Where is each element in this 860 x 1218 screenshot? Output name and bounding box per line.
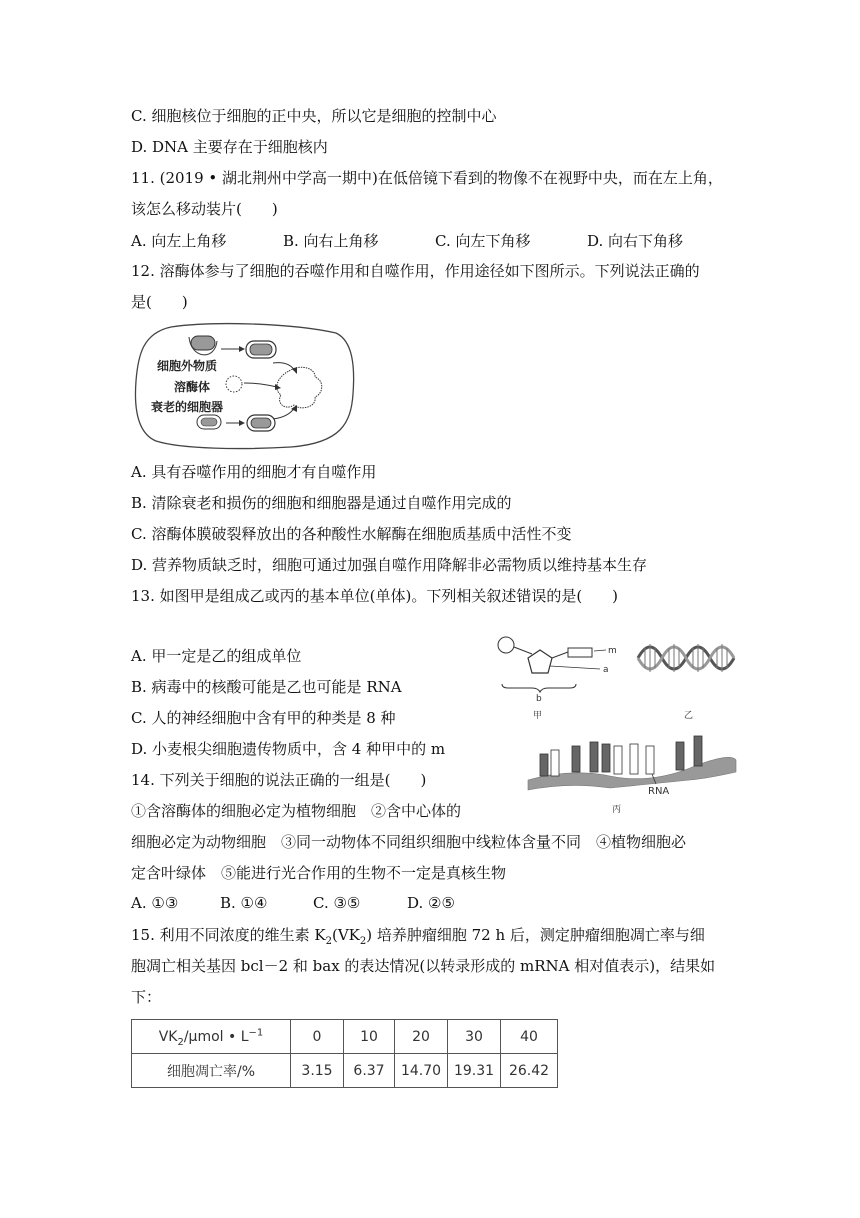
arrow-3 [244, 383, 277, 387]
q13-option-d: D. 小麦根尖细胞遗传物质中，含 4 种甲中的 m [131, 740, 446, 758]
lysosome-circle [226, 376, 242, 392]
rna-bases [540, 736, 702, 776]
q11-option-d: D. 向右下角移 [587, 232, 684, 250]
q12-option-a: A. 具有吞噬作用的细胞才有自噬作用 [131, 463, 377, 481]
table-cell: 40 [501, 1020, 558, 1054]
q11-option-b: B. 向右上角移 [283, 232, 379, 250]
table-cell: 6.37 [344, 1054, 395, 1088]
phosphate-circle [498, 637, 514, 653]
q14-stem-line2: ①含溶酶体的细胞必定为植物细胞 ②含中心体的 [131, 802, 462, 820]
dna-strand-2 [638, 647, 734, 669]
q10-option-c: C. 细胞核位于细胞的正中央，所以它是细胞的控制中心 [131, 107, 497, 125]
base-rect [568, 648, 592, 657]
label-yi: 乙 [684, 711, 694, 721]
q13-option-a: A. 甲一定是乙的组成单位 [131, 647, 302, 665]
label-aged-organelle: 衰老的细胞器 [151, 400, 224, 414]
q14-stem-line1: 14. 下列关于细胞的说法正确的一组是( ) [131, 771, 427, 789]
table-cell: 26.42 [501, 1054, 558, 1088]
q14-option-c: C. ③⑤ [313, 894, 361, 912]
autophagosome-inner [251, 418, 271, 428]
phosphate-bond [514, 647, 532, 654]
q12-stem-line2: 是( ) [131, 293, 188, 311]
phagosome-inner [250, 344, 272, 355]
table-cell: 14.70 [395, 1054, 448, 1088]
lysosome-figure [131, 319, 357, 451]
table-row [132, 1020, 558, 1054]
q15-stem-line3: 下： [131, 988, 162, 1006]
q14-option-a: A. ①③ [131, 894, 179, 912]
base-bond [552, 652, 568, 658]
q12-option-c: C. 溶酶体膜破裂释放出的各种酸性水解酶在细胞质基质中活性不变 [131, 525, 572, 543]
table-cell: 3.15 [291, 1054, 344, 1088]
q15-stem-line2: 胞凋亡相关基因 bcl－2 和 bax 的表达情况(以转录形成的 mRNA 相对值表示)，结果如 [131, 957, 716, 975]
table-cell: 0 [291, 1020, 344, 1054]
b-brace [502, 684, 576, 692]
q15-stem-line1: 15. 利用不同浓度的维生素 $K_2(VK_2)$ 培养肿瘤细胞 72 h 后，测定肿瘤细胞凋亡率与细 [131, 926, 705, 947]
table-header-vk2: $VK_2$/μmol • $L^{-1}$ [132, 1020, 291, 1054]
q12-option-b: B. 清除衰老和损伤的细胞和细胞器是通过自噬作用完成的 [131, 494, 512, 512]
label-rna: RNA [648, 786, 670, 797]
q13-option-b: B. 病毒中的核酸可能是乙也可能是 RNA [131, 678, 402, 696]
table-cell: 30 [448, 1020, 501, 1054]
label-m: m [608, 646, 617, 656]
external-material-shape [191, 336, 215, 350]
table-cell: 10 [344, 1020, 395, 1054]
old-organelle-inner [201, 418, 217, 426]
vk2-apoptosis-table [131, 1019, 558, 1088]
q12-option-d: D. 营养物质缺乏时，细胞可通过加强自噬作用降解非必需物质以维持基本生存 [131, 556, 648, 574]
table-cell: 20 [395, 1020, 448, 1054]
q13-option-c: C. 人的神经细胞中含有甲的种类是 8 种 [131, 709, 396, 727]
a-leader [550, 666, 600, 669]
arrow-1-head [239, 346, 245, 352]
q14-option-d: D. ②⑤ [407, 894, 455, 912]
q10-option-d: D. DNA 主要存在于细胞核内 [131, 138, 328, 156]
table-cell: 19.31 [448, 1054, 501, 1088]
q14-stem-line3: 细胞必定为动物细胞 ③同一动物体不同组织细胞中线粒体含量不同 ④植物细胞必 [131, 833, 687, 851]
m-leader [594, 650, 606, 651]
label-external-material: 细胞外物质 [157, 359, 218, 373]
q14-option-b: B. ①④ [220, 894, 268, 912]
label-jia: 甲 [533, 711, 543, 721]
q11-option-a: A. 向左上角移 [131, 232, 227, 250]
q12-stem-line1: 12. 溶酶体参与了细胞的吞噬作用和自噬作用，作用途径如下图所示。下列说法正确的 [131, 262, 700, 280]
nucleotide-dna-rna-figure [490, 632, 740, 816]
q14-stem-line4: 定含叶绿体 ⑤能进行光合作用的生物不一定是真核生物 [131, 864, 507, 882]
label-b: b [536, 694, 542, 704]
arrow-5-head [239, 420, 245, 426]
q11-option-c: C. 向左下角移 [435, 232, 531, 250]
label-a: a [603, 665, 609, 675]
q11-stem-line1: 11. (2019 • 湖北荆州中学高一期中)在低倍镜下看到的物像不在视野中央，而在左上角， [131, 169, 723, 187]
q11-stem-line2: 该怎么移动装片( ) [131, 200, 278, 218]
label-bing: 丙 [612, 805, 622, 815]
q13-stem: 13. 如图甲是组成乙或丙的基本单位(单体)。下列相关叙述错误的是( ) [131, 587, 619, 605]
table-header-apoptosis: 细胞凋亡率/% [132, 1054, 291, 1088]
label-lysosome: 溶酶体 [174, 380, 211, 394]
autolysosome-shape [277, 367, 322, 408]
table-row [132, 1054, 558, 1088]
